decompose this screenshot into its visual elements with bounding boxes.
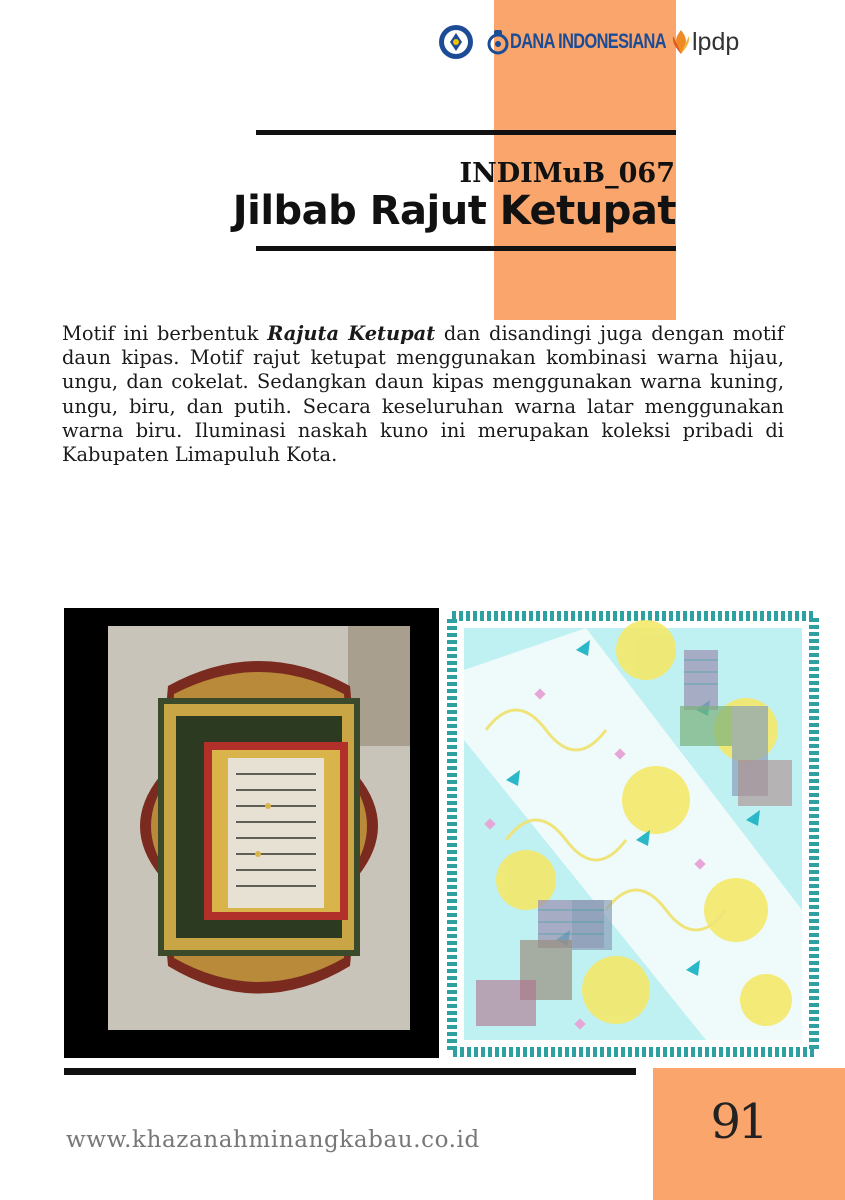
manuscript-photo xyxy=(108,626,410,1030)
lpdp-logo xyxy=(670,26,750,58)
dana-indonesiana-wordmark: DANA INDONESIANA xyxy=(510,30,666,53)
title-rule-bottom xyxy=(256,246,676,251)
dana-indonesiana-icon xyxy=(486,28,510,56)
dana-indonesiana-logo xyxy=(486,28,666,58)
page-number: 91 xyxy=(710,1094,766,1150)
description-emphasis: Rajuta Ketupat xyxy=(267,322,436,345)
entry-code: INDIMuB_067 xyxy=(459,158,675,189)
footer-url: www.khazanahminangkabau.co.id xyxy=(66,1127,480,1153)
lpdp-flame-icon xyxy=(670,28,692,56)
footer-rule xyxy=(64,1068,636,1075)
description-paragraph xyxy=(62,322,784,467)
manuscript-photo-frame xyxy=(64,608,439,1058)
lpdp-wordmark: lpdp xyxy=(692,28,740,56)
logo-bar xyxy=(438,22,758,62)
description-text-rest: dan disandingi juga dengan motif daun kipas. Motif rajut ketupat menggunakan kombinasi warna hijau, ungu, dan cokelat. Sedangkan daun kipas menggunakan warna kuning, ungu, biru, dan putih. Secara keseluruhan warna latar menggunakan warna biru. Iluminasi naskah kuno ini merupakan koleksi pribadi di Kabupaten Limapuluh Kota. xyxy=(62,322,784,467)
pattern-design-image xyxy=(446,610,820,1058)
title-rule-top xyxy=(256,130,676,135)
page-title: Jilbab Rajut Ketupat xyxy=(232,188,676,234)
description-text-start: Motif ini berbentuk xyxy=(62,322,268,345)
kemendikbud-seal-icon xyxy=(438,24,474,60)
